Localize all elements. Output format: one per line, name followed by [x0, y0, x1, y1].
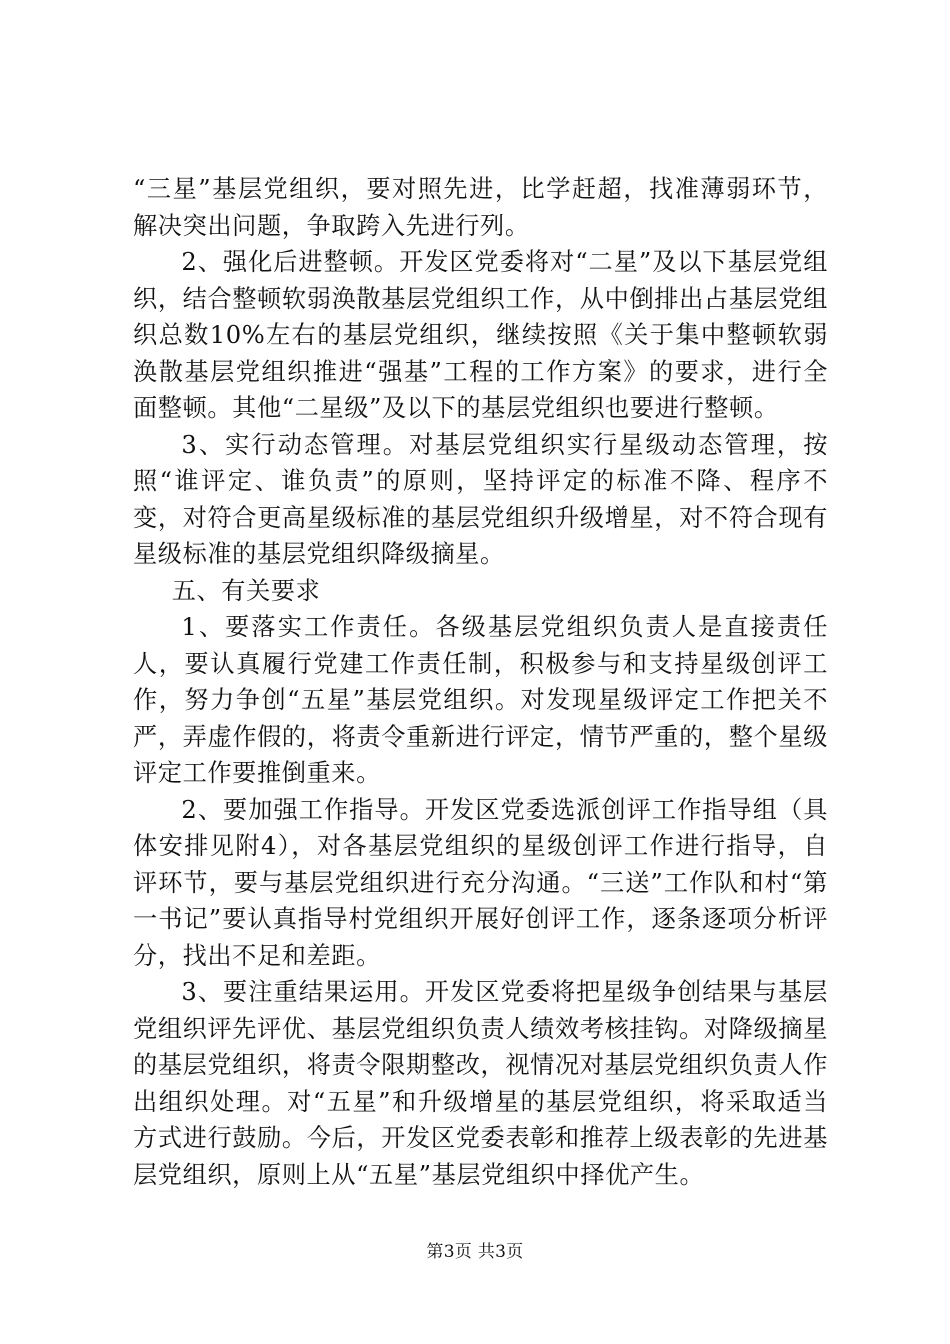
section-heading-requirements: 五、有关要求 — [171, 576, 321, 605]
paragraph-continuation: “三星”基层党组织，要对照先进，比学赶超，找准薄弱环节，解决突出问题，争取跨入先进行列。 — [133, 175, 828, 240]
paragraph-result-application: 3、要注重结果运用。开发区党委将把星级争创结果与基层党组织评先评优、基层党组织负责人绩效考核挂钩。对降级摘星的基层党组织，将责令限期整改，视情况对基层党组织负责人作出组织处理。对“五星”和升级增星的基层党组织，将采取适当方式进行鼓励。今后，开发区党委表彰和推荐上级表彰的先进基层党组织，原则上从“五星”基层党组织中择优产生。 — [133, 978, 828, 1189]
paragraph-dynamic-management: 3、实行动态管理。对基层党组织实行星级动态管理，按照“谁评定、谁负责”的原则，坚持评定的标准不降、程序不变，对符合更高星级标准的基层党组织升级增星，对不符合现有星级标准的基层党组织降级摘星。 — [133, 430, 828, 568]
paragraph-work-responsibility: 1、要落实工作责任。各级基层党组织负责人是直接责任人，要认真履行党建工作责任制，积极参与和支持星级创评工作，努力争创“五星”基层党组织。对发现星级评定工作把关不严，弄虚作假的，将责令重新进行评定，情节严重的，整个星级评定工作要推倒重来。 — [133, 613, 828, 787]
paragraph-work-guidance: 2、要加强工作指导。开发区党委选派创评工作指导组（具体安排见附4），对各基层党组织的星级创评工作进行指导，自评环节，要与基层党组织进行充分沟通。“三送”工作队和村“第一书记”要认真指导村党组织开展好创评工作，逐条逐项分析评分，找出不足和差距。 — [133, 795, 828, 970]
paragraph-backward-rectification: 2、强化后进整顿。开发区党委将对“二星”及以下基层党组织，结合整顿软弱涣散基层党组织工作，从中倒排出占基层党组织总数10%左右的基层党组织，继续按照《关于集中整顿软弱涣散基层党组织推进“强基”工程的工作方案》的要求，进行全面整顿。其他“二星级”及以下的基层党组织也要进行整顿。 — [133, 248, 828, 422]
document-body — [133, 171, 828, 1193]
page-number-footer: 第3页 共3页 — [426, 1242, 524, 1262]
